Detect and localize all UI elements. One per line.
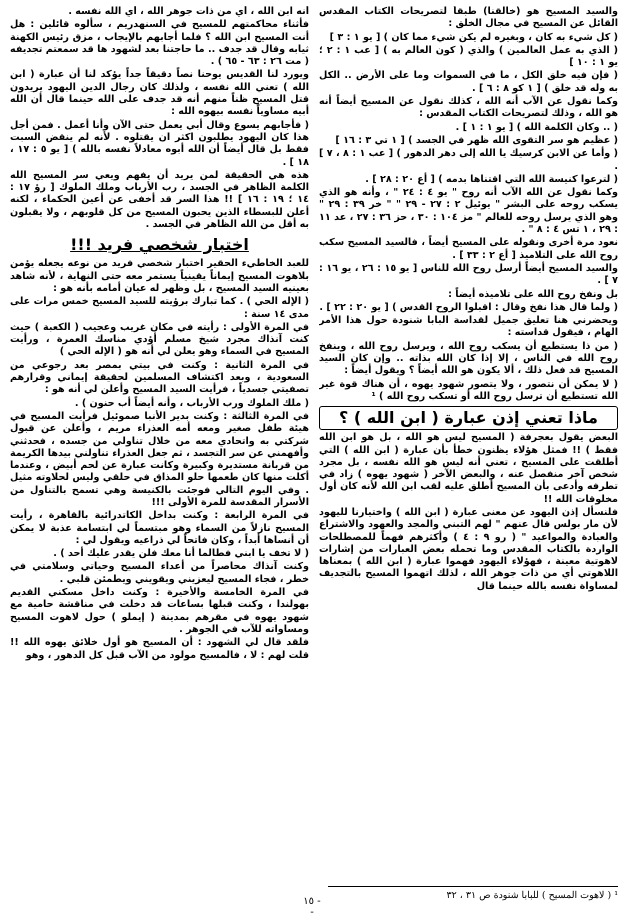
paragraph: ( لا تخف يا ابني فطالما أنا معك فلن يقدر عليك أحد ) . [53,548,309,560]
section-heading-son-of-god: ماذا تعني إذن عبارة ( ابن الله ) ؟ [319,406,618,430]
paragraph: ( فأجابهم يسوع وقال أبي يعمل حتى الآن وأنا أعمل . فمن أجل هذا كان اليهود يطلبون اكثر ان يقتلوه . لأنه لم ينقض السبت فقط بل قال أيضاً أن الله أبوه معادلاً نفسه بالله ) [ يو ٥ : ١٧ ، ١٨ ] . [10,119,309,168]
paragraph: ويحضرني هنا تعليق جميل لقداسة البابا شنودة حول هذا الأمر الهام ، فيقول قداسته : [319,315,618,339]
paragraph: فأثناء محاكمتهم للمسيح في السنهدريم ، سألوه قائلين : هل أنت المسيح ابن الله ؟ فلما أجابهم بالإيجاب ، مزق رئيس الكهنة ثيابه وقال قد جدف .. ما حاجتنا بعد لشهود ها قد سمعتم تجديفه ( مت ٢٦ : ٦٣ - ٦٥ ) . [10,19,309,68]
section-heading-personal-experience: اختبار شخصي فريد !!! [70,235,249,255]
paragraph: والسيد المسيح أيضاً أرسل روح الله للناس [ يو ١٥ : ٢٦ ، يو ١٦ : ٧ ] . [319,262,618,287]
paragraph: ( لترعوا كنيسة الله التي اقتناها بدمه ) [ أع ٢٠ : ٢٨ ] . [365,173,618,185]
paragraph: ( الذي به عمل العالمين ) والذي ( كون العالم به ) [ عب ١ : ٢ ؛ يو ١ : ١٠ ] [319,44,618,69]
paragraph: ( وأما عن الابن كرسيك يا الله إلى دهر الدهور ) [ عب ١ : ٨ ، ٧ ] . [319,148,618,172]
text-columns [8,6,618,876]
right-column [319,6,618,876]
paragraph: في المرة الأولى : رأيته في مكان غريب وعجيب ( الكعبة ) حيث كنت آنذاك مجرد شيخ مسلم أؤدي مناسك العمرة ، ورأيت المسيح في السماء وهو يعلن لي أنه هو ( الإله الحي ) [10,321,309,358]
paragraph: فلنسأل إذن اليهود عن معنى عبارة ( ابن الله ) واختيارنا لليهود لأن مار بولس قال عنهم " لهم التبني والمجد والعهود والاشتراع والعبادة والمواعيد " ( رو ٩ : ٤ ) وأكثرهم فهماً للمصطلحات الواردة بالكتاب المقدس وما تحمله بعض العبارات من إشارات لاهوتية معينة ، فهؤلاء اليهود فهموا عبارة ( ابن الله ) بمعناها اللاهوتي أي من ذات جوهر الله ، لذلك اتهموا المسيح بالتجديف لمساواة نفسه بالله حينما قال [319,506,618,592]
paragraph: في المرة الثانية : وكنت في بيتي بمصر بعد رجوعي من السعودية ، وبعد اكتشاف المسلمين لحقيقة إيماني وقرارهم تصفيتي جسدياً ، فرأيت السيد المسيح وأعلن لي أنه هو : [10,359,309,396]
paragraph: في المرة الخامسة والأخيرة : وكنت داخل مسكني القديم بهولندا ، وكنت قبلها بساعات قد دخلت في مناقشة حامية مع شهود يهوه في مقرهم بمدينة ( إيملو ) حول لاهوت المسيح ومساواته للآب في الجوهر . [10,587,309,635]
page-number: - ١٥ - [303,896,321,918]
left-column-paragraphs-after [10,258,309,662]
paragraph: ( .. وكان الكلمة الله ) [ يو ١ : ١ ] . [455,121,618,133]
paragraph: والسيد المسيح هو (خالقنا) طبقاً لتصريحات الكتاب المقدس القائل عن المسيح في مجال الخلق : [319,6,618,30]
paragraph: وكما نقول عن الله الآب أنه روح " يو ٤ : ٢٤ " ، وأنه هو الذي يسكب روحه على البشر " يوئيل ٢ : ٢٧ - ٢٩ " " خر ٣٩ : ٢٩ " وهو الذي يرسل روحه للعالم " مز ١٠٤ : ٣٠ ، حز ٣٦ : ٢٧ ، عد ١١ : ٢٩ ، ١ تس ٤ : ٨ " . [319,187,618,236]
paragraph: هذه هي الحقيقة لمن يريد أن يفهم ويعي سر المسيح الله الكلمة الظاهر في الجسد ، رب الأرباب وملك الملوك [ رؤ ١٧ : ١٤ ؛ ١٩ : ١٦ ] !! هذا السر قد أخفى عن أعين الحكماء ، لكنه أعلن للبسطاء الذين يحبون المسيح من كل قلوبهم ، ولا يقبلون به أقل من الله الظاهر في الجسد . [10,169,309,231]
paragraph: في المرة الرابعة : وكنت بداخل الكاتدرائية بالقاهرة ، رأيت المسيح نازلاً من السماء وهو مبتسماً لي ابتسامة عذبة لا يمكن أن أنساها أبداً ، وكان فاتحاً لي ذراعيه ويقول لي : [10,510,309,546]
paragraph: ( كل شيء به كان ، وبغيره لم يكن شيء مما كان ) [ يو ١ : ٣ ] [329,31,618,43]
paragraph: وكما نقول عن الآب أنه الله ، كذلك نقول عن المسيح أيضاً أنه هو الله ، وذلك لتصريحات الكتاب المقدس : [319,96,618,120]
footnote-divider [328,886,618,887]
footnote: ¹ ( لاهوت المسيح ) للبابا شنودة ص ٣١ ، ٣٢ [446,890,618,901]
paragraph: أنه ابن الله ، أي من ذات جوهر الله ، أي الله نفسه . [68,6,309,17]
paragraph: وكنت آنذاك محاصراً من أعداء المسيح وحياتي وسلامتي في خطر ، فجاء المسيح ليعزيني ويقويني ويطمئن قلبي . [10,561,309,585]
paragraph: ( فإن فيه خلق الكل ، ما في السموات وما على الأرض .. الكل به وله قد خلق ) [ ١ كو ٨ : ٦ ] . [319,70,618,94]
paragraph: ( لا يمكن أن نتصور ، ولا يتصور شهود يهوه ، أن هناك قوة غير الله تستطيع أن ترسل روح الله أو تسكب روح الله ) ¹ [319,378,618,402]
paragraph: بل ونفخ روح الله على تلاميذه أيضاً : [448,288,618,300]
paragraph: ( ولما قال هذا نفخ وقال : اقبلوا الروح القدس ) [ يو ٢٠ : ٢٢ ] . [319,301,618,313]
left-column [10,6,309,876]
paragraph: ( الإله الحي ) . كما تبارك برؤيته للسيد المسيح خمس مرات على مدى ١٤ سنة : [10,296,309,320]
paragraph: ويورد لنا القديس يوحنا نصاً دقيقاً جداً يؤكد لنا أن عبارة ( ابن الله ) تعني الله نفسه ، ولذلك كان رجال الدين اليهود يريدون قتل المسيح ظناً منهم أنه قد جدف على الله حينما قال أن الله أبيه مساوياً نفسه بيهوه الله : [10,69,309,118]
paragraph: ( ملك الملوك ورب الأرباب ، وأنه أيضاً أب حنون ) . [74,397,309,409]
paragraph: نعود مرة أخرى ونقوله على المسيح أيضاً ، فالسيد المسيح سكب روح الله على التلاميذ [ أع ٢ : ٣٣ ] . [319,237,618,261]
right-column-paragraphs-after [319,432,618,593]
paragraph: البعض يقول بعجرفة ( المسيح ليس هو الله ، بل هو ابن الله فقط ) !! فمثل هؤلاء يظنون خطأ بأن عبارة ( ابن الله ) التي أطلقت على المسيح ، تعني أنه ليس هو الله نفسه ، بل مجرد شخص آخر منفصل عنه ، والبعض الآخر ( شهود يهوه ) زاد في تطرفه وأدعى بأن المسيح أطلق عليه لقب ابن الله لأنه كان أول مخلوقات الله !! [319,432,618,505]
right-column-paragraphs [319,6,618,403]
paragraph: ( من ذا يستطيع أن يسكب روح الله ، ويرسل روح الله ، وينفخ روح الله في الناس ، إلا إذا كان الله بذاته .. وإن كان السيد المسيح قد فعل ذلك ، ألا يكون هو الله أيضاً ؟ ويقول أيضاً : [319,340,618,377]
left-column-paragraphs [10,6,309,231]
paragraph: للعبد الخاطيء الحقير اختبار شخصي فريد من نوعه يجعله يؤمن بلاهوت المسيح إيماناً يقينياً يستمر معه حتى النهاية ، لأنه شاهد بعينيه السيد المسيح ، بل وظهر له عيان أمامه بأنه هو : [10,258,309,294]
paragraph: فلقد قال لي الشهود : أن المسيح هو أول خلائق يهوه الله !! قلت لهم : لا ، فالمسيح مولود من الآب قبل كل الدهور ، وهو [10,637,309,661]
paragraph: ( عظيم هو سر التقوى الله ظهر في الجسد ) [ ١ تي ٣ : ١٦ ] [335,134,618,146]
paragraph: في المرة الثالثة : وكنت بدير الأنبا صموئيل فرأيت المسيح في هيئة طفل صغير ومعه أمه العذراء مريم ، وأعلن عن قبول شركتي به واتحادي معه من خلال تناولي من جسده ، فحدثني وأفهمني عن سر التجسد ، ثم جعل العذراء تناولني بيدها الكريمة من قربانة مستديرة وكبيرة وكانت عبارة عن لحم أبيض ، وعندما أكلت منها كان طعمها حلو المذاق في حلقي وليس لحلاوته مثيل . وفي اليوم التالي فوجئت بالكنيسة وهي تسمح بالتناول من الأسرار المقدسة للمرة الأولى !!! [10,410,309,508]
